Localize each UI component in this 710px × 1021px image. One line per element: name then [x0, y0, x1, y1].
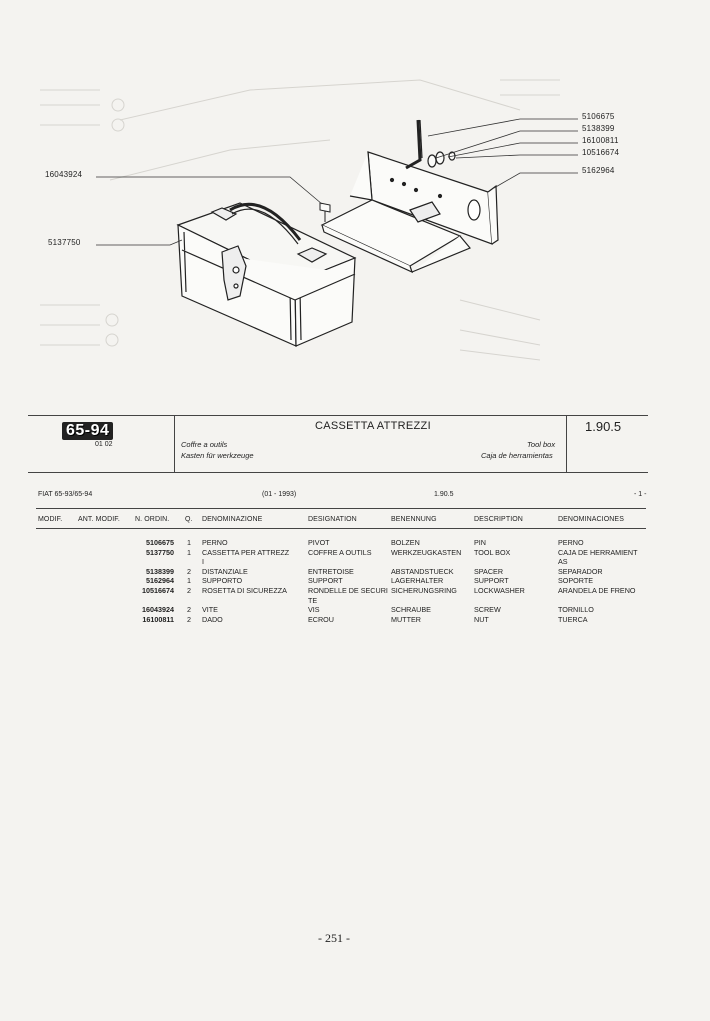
cell-pn: 5162964 [146, 576, 174, 586]
cell-it: SUPPORTO [202, 576, 243, 586]
cell-en: TOOL BOX [474, 547, 511, 557]
cell-it: ROSETTA DI SICUREZZA [202, 586, 287, 595]
table-row [0, 576, 710, 586]
cell-it: VITE [202, 605, 218, 615]
cell-fr: SUPPORT [308, 576, 343, 586]
cell-es: AS [558, 557, 568, 567]
pin-spacer-nut-parts [406, 120, 455, 168]
cell-en: SPACER [474, 566, 504, 576]
support-bracket-part [322, 152, 498, 272]
table-header-rule [36, 528, 646, 529]
cell-de: SCHRAUBE [391, 605, 431, 615]
toolbox-exploded-drawing [0, 50, 710, 390]
table-row [0, 567, 710, 577]
header-divider-left [174, 415, 175, 472]
title-spanish: Caja de herramientas [481, 451, 553, 460]
header-divider-right [566, 415, 567, 472]
cell-q: 2 [187, 614, 191, 624]
cell-fr: RONDELLE DE SECURI [308, 586, 388, 595]
model-badge: 65-94 [62, 422, 113, 440]
cell-es: CAJA DE HERRAMIENT [558, 547, 638, 557]
col-denominaciones: DENOMINACIONES [558, 516, 624, 523]
col-designation: DESIGNATION [308, 516, 357, 523]
cell-pn: 5106675 [146, 538, 174, 547]
cell-fr: COFFRE A OUTILS [308, 547, 372, 557]
table-row [0, 557, 710, 567]
cell-es: SOPORTE [558, 576, 594, 586]
callout-10516674: 10516674 [582, 148, 620, 157]
col-modif: MODIF. [38, 516, 63, 523]
cell-de: BOLZEN [391, 538, 420, 547]
col-qty: Q. [185, 516, 193, 523]
cell-pn: 16043924 [142, 605, 174, 615]
title-english: Tool box [527, 440, 556, 449]
table-row [0, 538, 710, 548]
callout-5106675: 5106675 [582, 112, 615, 121]
cell-q: 1 [187, 538, 191, 547]
cell-en: NUT [474, 614, 489, 624]
cell-q: 2 [187, 586, 191, 595]
table-row [0, 596, 710, 606]
sheet-number: - 1 - [634, 491, 647, 498]
cell-q: 2 [187, 605, 191, 615]
cell-q: 2 [187, 566, 191, 576]
section-code: 1.90.5 [585, 419, 622, 434]
callout-5138399: 5138399 [582, 124, 615, 133]
cell-fr: VIS [308, 605, 320, 615]
callout-16100811: 16100811 [582, 136, 619, 145]
col-description: DESCRIPTION [474, 516, 523, 523]
callout-5137750: 5137750 [48, 238, 81, 247]
cell-it: DISTANZIALE [202, 566, 248, 576]
cell-q: 1 [187, 547, 191, 557]
model-line: FIAT 65-93/65-94 [38, 491, 93, 498]
table-row [0, 615, 710, 625]
cell-es: ARANDELA DE FRENO [558, 586, 636, 595]
header-top-rule [28, 415, 648, 416]
cell-es: SEPARADOR [558, 566, 603, 576]
page-number: - 251 - [318, 931, 350, 945]
cell-de: SICHERUNGSRING [391, 586, 457, 595]
col-benennung: BENENNUNG [391, 516, 437, 523]
cell-de: MUTTER [391, 614, 421, 624]
title-german: Kasten für werkzeuge [181, 451, 254, 460]
cell-de: LAGERHALTER [391, 576, 444, 586]
model-subcode: 01 02 [95, 441, 113, 448]
cell-it: DADO [202, 614, 223, 624]
cell-es: TORNILLO [558, 605, 594, 615]
cell-en: SCREW [474, 605, 501, 615]
cell-q: 1 [187, 576, 191, 586]
header-bottom-rule [28, 472, 648, 473]
col-n-ordin: N. ORDIN. [135, 516, 170, 523]
cell-de: ABSTANDSTUECK [391, 566, 454, 576]
cell-en: LOCKWASHER [474, 586, 525, 595]
table-row [0, 605, 710, 615]
cell-en: PIN [474, 538, 486, 547]
cell-it: I [202, 557, 204, 567]
callout-16043924: 16043924 [45, 170, 83, 179]
title-french: Coffre a outils [181, 440, 228, 449]
cell-fr: TE [308, 595, 318, 605]
cell-en: SUPPORT [474, 576, 509, 586]
cell-fr: ENTRETOISE [308, 566, 354, 576]
col-ant-modif: ANT. MODIF. [78, 516, 120, 523]
callout-5162964: 5162964 [582, 166, 615, 175]
cell-es: TUERCA [558, 614, 588, 624]
cell-it: CASSETTA PER ATTREZZ [202, 547, 290, 557]
cell-pn: 5138399 [146, 566, 174, 576]
table-row [0, 548, 710, 558]
cell-de: WERKZEUGKASTEN [391, 547, 462, 557]
group-code: 1.90.5 [434, 491, 454, 498]
cell-fr: ECROU [308, 614, 334, 624]
cell-pn: 10516674 [142, 586, 174, 595]
table-row [0, 586, 710, 596]
section-title: CASSETTA ATTREZZI [315, 420, 431, 432]
col-denominazione: DENOMINAZIONE [202, 516, 263, 523]
cell-pn: 5137750 [146, 547, 174, 557]
cell-pn: 16100811 [142, 614, 174, 624]
cell-fr: PIVOT [308, 538, 330, 547]
cell-es: PERNO [558, 538, 584, 547]
edition-date: (01 - 1993) [262, 491, 297, 498]
table-top-rule [36, 508, 646, 509]
cell-it: PERNO [202, 538, 228, 547]
screw-part [320, 203, 330, 222]
